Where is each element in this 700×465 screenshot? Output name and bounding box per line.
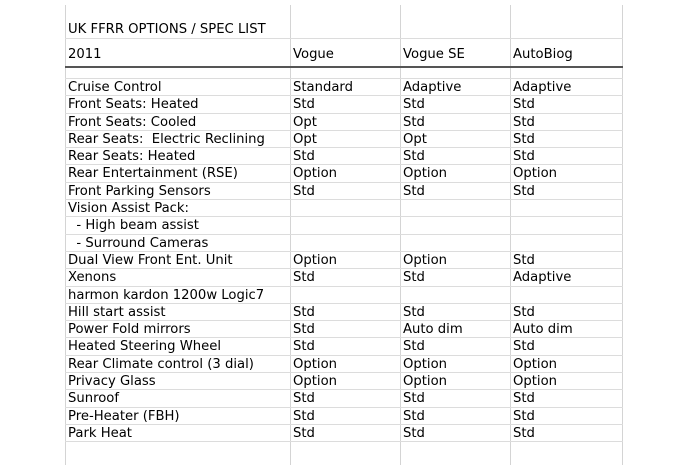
table-row [65, 425, 623, 442]
vogue-se-cell[interactable]: Std [403, 339, 425, 355]
feature-cell[interactable]: Vision Assist Pack: [68, 201, 189, 217]
table-row [65, 131, 623, 148]
autobiog-cell[interactable]: Option [513, 166, 558, 182]
vogue-cell[interactable]: Std [293, 408, 315, 424]
vogue-cell[interactable]: Std [293, 391, 315, 407]
vogue-cell[interactable]: Opt [293, 114, 317, 130]
autobiog-cell[interactable]: Adaptive [513, 80, 572, 95]
feature-cell[interactable]: Front Seats: Heated [68, 97, 199, 113]
empty-cell[interactable] [290, 5, 400, 38]
vogue-cell[interactable]: Standard [293, 80, 353, 95]
autobiog-cell[interactable]: Std [513, 304, 535, 320]
vogue-se-cell[interactable]: Auto dim [403, 322, 463, 338]
table-row [65, 356, 623, 373]
year-cell[interactable]: 2011 [68, 47, 102, 62]
empty-cell[interactable] [290, 68, 400, 78]
feature-cell[interactable]: Hill start assist [68, 304, 166, 320]
feature-cell[interactable]: Pre-Heater (FBH) [68, 408, 180, 424]
autobiog-cell[interactable] [510, 217, 623, 233]
vogue-se-cell[interactable] [400, 235, 510, 251]
table-row [65, 148, 623, 165]
autobiog-cell[interactable]: Std [513, 131, 535, 147]
vogue-se-cell[interactable]: Option [403, 166, 448, 182]
vogue-se-cell[interactable]: Std [403, 97, 425, 113]
vogue-se-cell[interactable]: Std [403, 304, 425, 320]
table-row [65, 287, 623, 304]
vogue-se-cell[interactable]: Std [403, 114, 425, 130]
vogue-se-cell[interactable]: Option [403, 252, 448, 268]
title-row [65, 5, 623, 39]
autobiog-cell[interactable]: Std [513, 425, 535, 441]
feature-cell[interactable]: Dual View Front Ent. Unit [68, 252, 233, 268]
vogue-cell[interactable]: Option [293, 374, 338, 390]
vogue-cell[interactable]: Option [293, 356, 338, 372]
spec-list-sheet [65, 5, 623, 442]
vogue-se-cell[interactable]: Adaptive [403, 80, 462, 95]
vogue-se-cell[interactable]: Opt [403, 131, 427, 147]
table-row [65, 338, 623, 355]
vogue-se-cell[interactable]: Std [403, 391, 425, 407]
feature-cell[interactable]: Power Fold mirrors [68, 322, 191, 338]
feature-cell[interactable]: Park Heat [68, 425, 132, 441]
feature-cell[interactable]: harmon kardon 1200w Logic7 [68, 287, 265, 303]
autobiog-cell[interactable]: Std [513, 97, 535, 113]
vogue-cell[interactable] [290, 217, 400, 233]
feature-cell[interactable]: Privacy Glass [68, 374, 156, 390]
autobiog-cell[interactable] [510, 287, 623, 303]
autobiog-cell[interactable] [510, 200, 623, 216]
table-row [65, 200, 623, 217]
autobiog-cell[interactable]: Std [513, 114, 535, 130]
table-row [65, 183, 623, 200]
column-header-vogue-se[interactable]: Vogue SE [403, 47, 465, 62]
vogue-se-cell[interactable] [400, 200, 510, 216]
feature-cell[interactable]: Sunroof [68, 391, 119, 407]
vogue-se-cell[interactable]: Std [403, 183, 425, 199]
vogue-se-cell[interactable]: Option [403, 374, 448, 390]
feature-cell[interactable]: Rear Climate control (3 dial) [68, 356, 254, 372]
autobiog-cell[interactable]: Std [513, 252, 535, 268]
empty-cell[interactable] [400, 5, 510, 38]
table-row [65, 96, 623, 113]
vogue-se-cell[interactable]: Std [403, 149, 425, 165]
empty-cell[interactable] [510, 5, 623, 38]
vogue-cell[interactable]: Option [293, 252, 338, 268]
table-row [65, 390, 623, 407]
vogue-se-cell[interactable]: Std [403, 270, 425, 286]
vogue-cell[interactable]: Std [293, 339, 315, 355]
autobiog-cell[interactable]: Std [513, 339, 535, 355]
empty-cell[interactable] [65, 68, 290, 78]
vogue-cell[interactable] [290, 200, 400, 216]
vogue-cell[interactable]: Option [293, 166, 338, 182]
blank-row [65, 68, 623, 79]
vogue-cell[interactable]: Std [293, 425, 315, 441]
empty-cell[interactable] [400, 68, 510, 78]
table-row [65, 114, 623, 131]
feature-cell[interactable]: Front Seats: Cooled [68, 114, 197, 130]
table-row [65, 235, 623, 252]
vogue-se-cell[interactable]: Std [403, 408, 425, 424]
feature-cell[interactable]: Cruise Control [68, 80, 162, 95]
autobiog-cell[interactable]: Std [513, 391, 535, 407]
column-header-autobiog[interactable]: AutoBiog [513, 47, 573, 62]
autobiog-cell[interactable]: Option [513, 374, 558, 390]
table-row [65, 304, 623, 321]
autobiog-cell[interactable]: Std [513, 183, 535, 199]
table-row [65, 217, 623, 234]
vogue-cell[interactable]: Std [293, 97, 315, 113]
feature-cell[interactable]: Rear Seats: Electric Reclining [68, 131, 265, 147]
vogue-se-cell[interactable] [400, 217, 510, 233]
feature-cell[interactable]: Xenons [68, 270, 117, 286]
autobiog-cell[interactable]: Auto dim [513, 322, 573, 338]
vogue-cell[interactable]: Std [293, 183, 315, 199]
feature-cell[interactable]: - Surround Cameras [68, 235, 209, 251]
vogue-se-cell[interactable]: Option [403, 356, 448, 372]
table-row [65, 165, 623, 182]
autobiog-cell[interactable]: Adaptive [513, 270, 572, 286]
table-row [65, 321, 623, 338]
autobiog-cell[interactable]: Option [513, 356, 558, 372]
feature-cell[interactable]: Rear Seats: Heated [68, 149, 196, 165]
feature-cell[interactable]: - High beam assist [68, 218, 199, 234]
autobiog-cell[interactable]: Std [513, 149, 535, 165]
table-row [65, 373, 623, 390]
table-row [65, 79, 623, 96]
autobiog-cell[interactable]: Std [513, 408, 535, 424]
table-row [65, 252, 623, 269]
vogue-cell[interactable] [290, 287, 400, 303]
vogue-cell[interactable] [290, 235, 400, 251]
feature-cell[interactable]: Heated Steering Wheel [68, 339, 222, 355]
autobiog-cell[interactable] [510, 235, 623, 251]
vogue-cell[interactable]: Std [293, 149, 315, 165]
vogue-cell[interactable]: Std [293, 322, 315, 338]
spec-rows [65, 79, 623, 442]
empty-cell[interactable] [510, 68, 623, 78]
vogue-se-cell[interactable]: Std [403, 425, 425, 441]
table-row [65, 408, 623, 425]
column-header-vogue[interactable]: Vogue [293, 47, 334, 62]
vogue-cell[interactable]: Std [293, 304, 315, 320]
vogue-cell[interactable]: Std [293, 270, 315, 286]
header-row [65, 39, 623, 68]
feature-cell[interactable]: Front Parking Sensors [68, 183, 211, 199]
feature-cell[interactable]: Rear Entertainment (RSE) [68, 166, 238, 182]
sheet-title[interactable]: UK FFRR OPTIONS / SPEC LIST [68, 22, 266, 37]
table-row [65, 269, 623, 286]
vogue-se-cell[interactable] [400, 287, 510, 303]
vogue-cell[interactable]: Opt [293, 131, 317, 147]
